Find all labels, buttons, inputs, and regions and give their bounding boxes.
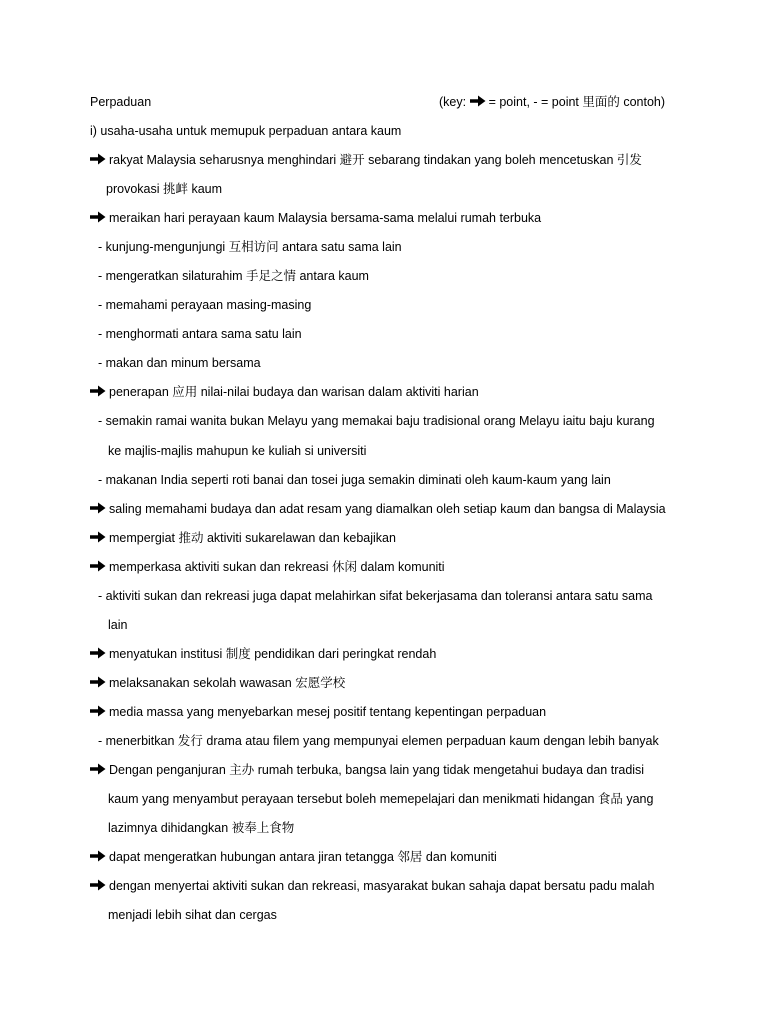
right-arrow-icon — [90, 676, 106, 688]
line-text: ke majlis-majlis mahupun ke kuliah si universiti — [108, 443, 367, 458]
right-arrow-icon — [90, 211, 106, 223]
line-text: - memahami perayaan masing-masing — [98, 298, 312, 313]
line-text: - menerbitkan 发行 drama atau filem yang mempunyai elemen perpaduan kaum dengan lebih banyak — [98, 733, 659, 748]
bullet-point — [90, 208, 690, 237]
line-text: i) usaha-usaha untuk memupuk perpaduan antara kaum — [90, 124, 402, 138]
right-arrow-icon — [90, 153, 106, 165]
key-legend — [439, 92, 665, 112]
line-text: - mengeratkan silaturahim 手足之情 antara kaum — [98, 269, 369, 284]
sub-point — [90, 295, 690, 324]
line-text: - makanan India seperti roti banai dan tosei juga semakin diminati oleh kaum-kaum yang lain — [98, 472, 611, 487]
key-legend-prefix: (key: — [439, 95, 470, 109]
right-arrow-icon — [90, 502, 106, 514]
right-arrow-icon — [470, 95, 486, 107]
right-arrow-icon — [90, 560, 106, 572]
right-arrow-icon — [90, 850, 106, 862]
continuation-line — [90, 818, 690, 847]
bullet-point — [90, 876, 690, 905]
bullet-point — [90, 499, 690, 528]
bullet-point — [90, 382, 690, 411]
bullet-point — [90, 557, 690, 586]
line-text: menyatukan institusi 制度 pendidikan dari peringkat rendah — [109, 646, 437, 661]
line-text: - semakin ramai wanita bukan Melayu yang memakai baju tradisional orang Melayu iaitu baju kurang — [98, 414, 655, 429]
line-text: kaum yang menyambut perayaan tersebut boleh memepelajari dan menikmati hidangan 食品 yang — [108, 792, 654, 807]
continuation-line — [90, 615, 690, 644]
line-text: - menghormati antara sama satu lain — [98, 327, 302, 342]
right-arrow-icon — [90, 763, 106, 775]
bullet-point — [90, 760, 690, 789]
sub-point — [90, 353, 690, 382]
bullet-point — [90, 150, 690, 179]
line-text: lain — [108, 617, 128, 632]
line-text: media massa yang menyebarkan mesej positif tentang kepentingan perpaduan — [109, 704, 547, 719]
notes-list — [90, 121, 690, 934]
line-text: provokasi 挑衅 kaum — [106, 182, 223, 197]
line-text: lazimnya dihidangkan 被奉上食物 — [108, 821, 295, 836]
right-arrow-icon — [90, 879, 106, 891]
line-text: meraikan hari perayaan kaum Malaysia bersama-sama melalui rumah terbuka — [109, 211, 542, 226]
section-heading — [90, 121, 690, 150]
line-text: - aktiviti sukan dan rekreasi juga dapat melahirkan sifat bekerjasama dan toleransi antara satu sama — [98, 588, 653, 603]
line-text: rakyat Malaysia seharusnya menghindari 避开 sebarang tindakan yang boleh mencetuskan 引发 — [109, 153, 642, 168]
line-text: saling memahami budaya dan adat resam yang diamalkan oleh setiap kaum dan bangsa di Malaysia — [109, 501, 666, 516]
right-arrow-icon — [90, 531, 106, 543]
key-legend-text: = point, - = point 里面的 contoh) — [488, 95, 666, 109]
continuation-line — [90, 179, 690, 208]
line-text: Dengan penganjuran 主办 rumah terbuka, bangsa lain yang tidak mengetahui budaya dan tradisi — [109, 763, 645, 778]
line-text: memperkasa aktiviti sukan dan rekreasi 休闲 dalam komuniti — [109, 559, 445, 574]
sub-point — [90, 266, 690, 295]
line-text: melaksanakan sekolah wawasan 宏愿学校 — [109, 675, 346, 690]
continuation-line — [90, 789, 690, 818]
line-text: dengan menyertai aktiviti sukan dan rekreasi, masyarakat bukan sahaja dapat bersatu padu malah — [109, 879, 655, 894]
bullet-point — [90, 847, 690, 876]
sub-point — [90, 586, 690, 615]
sub-point — [90, 324, 690, 353]
page-title: Perpaduan — [90, 95, 152, 109]
line-text: dapat mengeratkan hubungan antara jiran tetangga 邻居 dan komuniti — [109, 850, 497, 865]
bullet-point — [90, 528, 690, 557]
document-header — [90, 92, 690, 112]
right-arrow-icon — [90, 385, 106, 397]
line-text: menjadi lebih sihat dan cergas — [108, 908, 277, 923]
line-text: - kunjung-mengunjungi 互相访问 antara satu sama lain — [98, 240, 402, 255]
sub-point — [90, 411, 690, 440]
line-text: - makan dan minum bersama — [98, 356, 261, 371]
line-text: penerapan 应用 nilai-nilai budaya dan warisan dalam aktiviti harian — [109, 385, 479, 400]
sub-point — [90, 237, 690, 266]
bullet-point — [90, 673, 690, 702]
line-text: mempergiat 推动 aktiviti sukarelawan dan kebajikan — [109, 530, 396, 545]
right-arrow-icon — [90, 647, 106, 659]
continuation-line — [90, 905, 690, 934]
bullet-point — [90, 644, 690, 673]
sub-point — [90, 731, 690, 760]
bullet-point — [90, 702, 690, 731]
right-arrow-icon — [90, 705, 106, 717]
sub-point — [90, 470, 690, 499]
continuation-line — [90, 441, 690, 470]
